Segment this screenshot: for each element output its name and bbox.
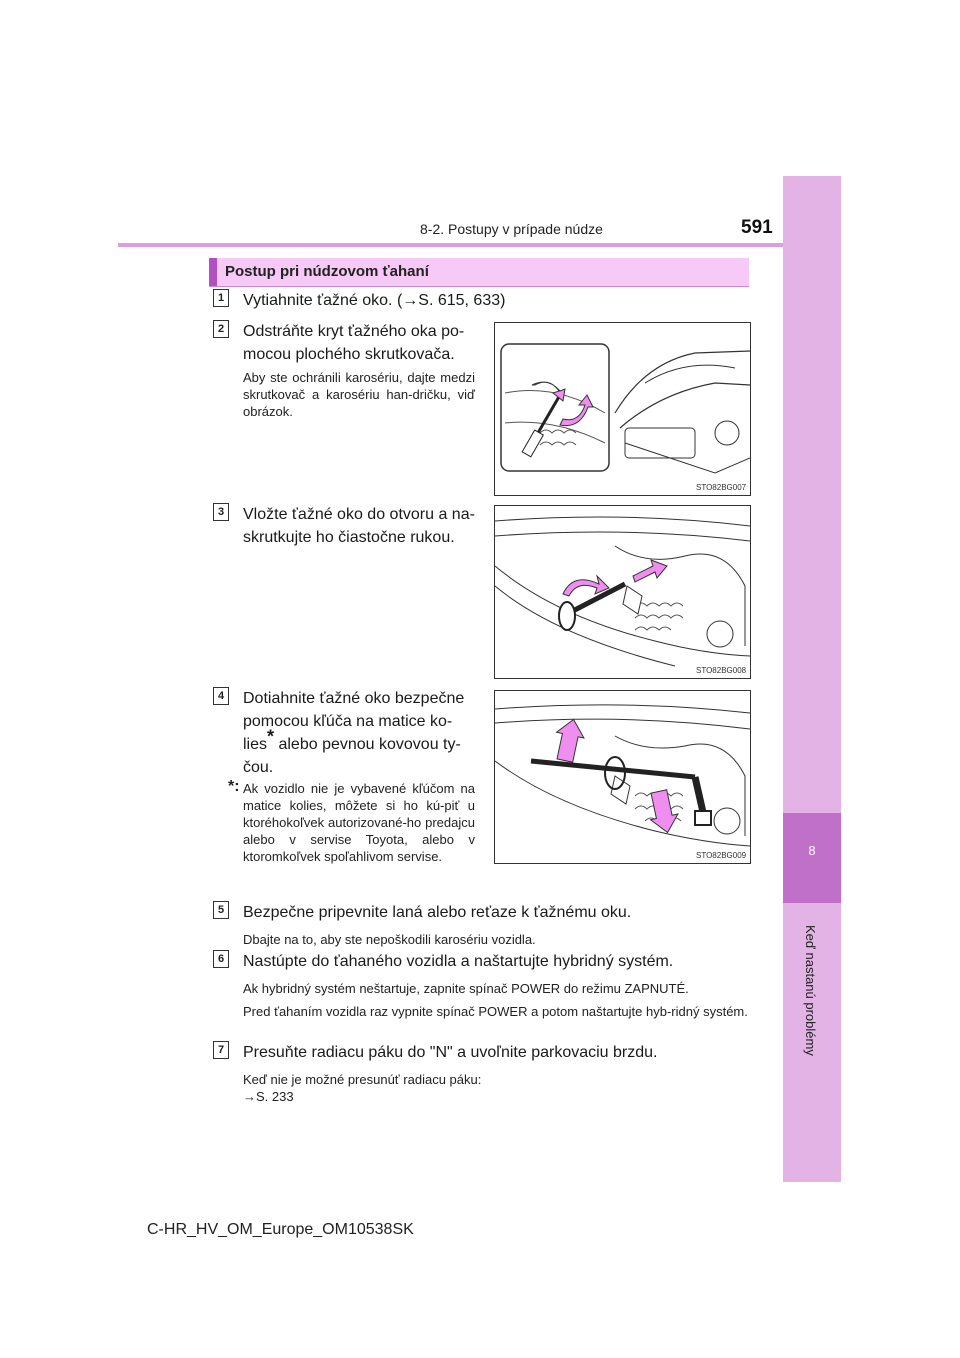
step-5-text: Bezpečne pripevnite laná alebo reťaze k ťažnému oku. bbox=[243, 904, 632, 921]
chapter-number: 8 bbox=[808, 843, 816, 858]
figure-insert-eye-illustration bbox=[495, 506, 750, 678]
step-6-note: Ak hybridný systém neštartuje, zapnite spínač POWER do režimu ZAPNUTÉ. bbox=[243, 981, 689, 996]
step-7-note-line-2[interactable]: →S. 233 bbox=[243, 1089, 294, 1104]
step-3-text bbox=[243, 503, 475, 549]
chapter-tab[interactable] bbox=[783, 813, 841, 903]
step-number-2: 2 bbox=[213, 320, 229, 338]
heading-underline bbox=[209, 286, 749, 287]
chapter-title: Keď nastanú problémy bbox=[803, 925, 818, 1056]
step-3-line-1: Vložte ťažné oko do otvoru a na- bbox=[243, 506, 475, 523]
step-2-line-2: mocou plochého skrutkovača. bbox=[243, 346, 455, 363]
section-title: 8-2. Postupy v prípade núdze bbox=[420, 221, 603, 237]
step-number-3: 3 bbox=[213, 503, 229, 521]
step-4-line-3a: lies bbox=[243, 736, 268, 753]
step-7-text: Presuňte radiacu páku do "N" a uvoľnite parkovaciu brzdu. bbox=[243, 1044, 658, 1061]
step-1-text: Vytiahnite ťažné oko. (→S. 615, 633) bbox=[243, 292, 506, 309]
figure-insert-eye bbox=[494, 505, 751, 679]
step-number-4: 4 bbox=[213, 687, 229, 705]
step-number-6: 6 bbox=[213, 950, 229, 968]
step-3-line-2: skrutkujte ho čiastočne rukou. bbox=[243, 529, 455, 546]
step-number-1: 1 bbox=[213, 289, 229, 307]
page-number: 591 bbox=[741, 217, 773, 238]
figure-remove-cover-illustration bbox=[495, 323, 750, 495]
step-5-note: Dbajte na to, aby ste nepoškodili karosériu vozidla. bbox=[243, 932, 536, 947]
step-6-note-2: Pred ťahaním vozidla raz vypnite spínač POWER a potom naštartujte hyb-ridný systém. bbox=[243, 1004, 748, 1019]
figure-remove-cover bbox=[494, 322, 751, 496]
page-heading: Postup pri núdzovom ťahaní bbox=[225, 263, 429, 280]
figure-tighten-eye bbox=[494, 690, 751, 864]
step-number-7: 7 bbox=[213, 1041, 229, 1059]
document-footer: C-HR_HV_OM_Europe_OM10538SK bbox=[147, 1221, 414, 1238]
step-4-line-2: pomocou kľúča na matice ko- bbox=[243, 713, 453, 730]
footnote-text: Ak vozidlo nie je vybavené kľúčom na matice kolies, môžete si ho kú-piť u ktoréhokoľvek autorizované-ho predajcu alebo v servise Toyota, alebo v ktoromkoľvek spoľahlivom servise. bbox=[243, 781, 475, 864]
step-7-note-line-1: Keď nie je možné presunúť radiacu páku: bbox=[243, 1072, 482, 1087]
step-4-line-1: Dotiahnite ťažné oko bezpečne bbox=[243, 690, 465, 707]
footnote-mark: *: bbox=[228, 778, 240, 795]
step-6-text: Nastúpte do ťahaného vozidla a naštartujte hybridný systém. bbox=[243, 953, 674, 970]
header-rule bbox=[118, 243, 783, 247]
step-4-line-4: čou. bbox=[243, 759, 274, 776]
heading-accent bbox=[209, 258, 217, 286]
step-number-5: 5 bbox=[213, 901, 229, 919]
figure-tighten-eye-illustration bbox=[495, 691, 750, 863]
step-4-line-3 bbox=[243, 726, 475, 756]
figure-code-1: STO82BG007 bbox=[696, 483, 747, 492]
step-2-note: Aby ste ochránili karosériu, dajte medzi skrutkovač a karosériu han-dričku, viď obrázok. bbox=[243, 370, 475, 419]
step-4-text bbox=[243, 687, 475, 779]
step-2-line-1: Odstráňte kryt ťažného oka po- bbox=[243, 323, 465, 340]
step-2-text bbox=[243, 320, 475, 366]
step-4-line-3b: alebo pevnou kovovou ty- bbox=[274, 736, 461, 753]
figure-code-3: STO82BG009 bbox=[696, 851, 747, 860]
figure-code-2: STO82BG008 bbox=[696, 666, 747, 675]
asterisk-mark: * bbox=[267, 726, 275, 747]
